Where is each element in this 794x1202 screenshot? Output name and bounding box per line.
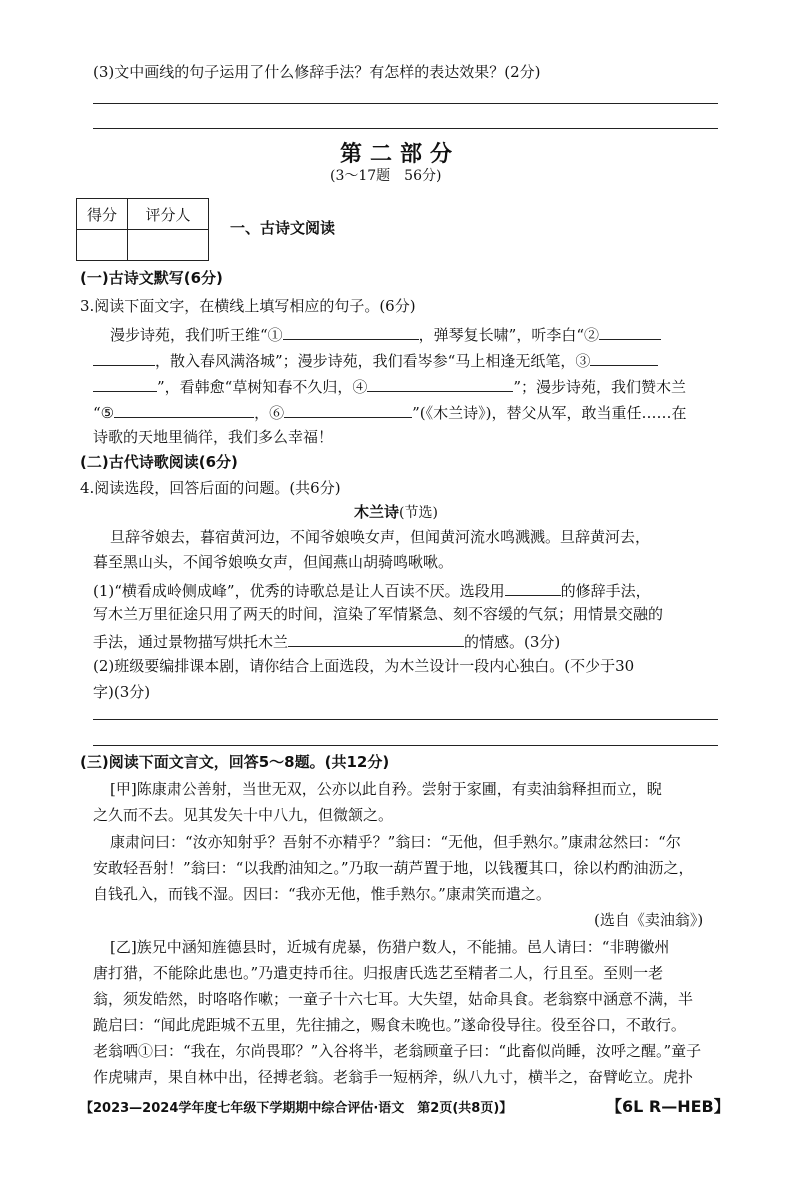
subsection-3-title: (三)阅读下面文言文，回答5～8题。(共12分)	[80, 753, 390, 771]
yi-line-2: 唐打猎，不能除此患也。”乃遣吏持币往。归报唐氏选艺至精者二人，行且至。至则一老	[93, 964, 664, 982]
paper-code: 【6L R—HEB】	[606, 1097, 730, 1116]
question-3-line-5: 诗歌的天地里徜徉，我们多么幸福！	[93, 428, 334, 446]
yi-line-4: 跪启曰：“闻此虎距城不五里，先往捕之，赐食未晚也。”遂命役导往。役至谷口，不敢行。	[93, 1016, 686, 1034]
blank-2[interactable]	[599, 323, 661, 340]
blank-rhetoric[interactable]	[505, 579, 561, 596]
question-3-line-4: “⑤ ，⑥ ”(《木兰诗》)，替父从军，敢当重任……在	[93, 401, 687, 423]
part-subtitle: (3～17题 56分)	[330, 168, 442, 184]
poem-line-1: 旦辞爷娘去，暮宿黄河边，不闻爷娘唤女声，但闻黄河流水鸣溅溅。旦辞黄河去，	[110, 528, 651, 546]
blank-5[interactable]	[114, 401, 254, 418]
jia-line-3: 康肃问曰：“汝亦知射乎？吾射不亦精乎？”翁曰：“无他，但手熟尔。”康肃忿然曰：“尔	[110, 833, 681, 851]
question-3-stem: 3.阅读下面文字，在横线上填写相应的句子。(6分)	[80, 297, 416, 315]
poem-title: 木兰诗(节选)	[354, 503, 438, 521]
blank-3[interactable]	[590, 349, 658, 366]
answer-line	[93, 128, 718, 129]
yi-line-3: 翁，须发皓然，时咯咯作嗽；一童子十六七耳。大失望，姑命具食。老翁察中涵意不满，半	[93, 990, 694, 1008]
blank-3-cont[interactable]	[93, 375, 157, 392]
yi-line-5: 老翁哂①曰：“我在，尔尚畏耶？”入谷将半，老翁顾童子曰：“此畜似尚睡，汝呼之醒。”童子	[93, 1042, 702, 1060]
answer-line	[93, 745, 718, 746]
part-title: 第二部分	[340, 142, 461, 167]
jia-line-4: 安敢轻吾射！”翁曰：“以我酌油知之。”乃取一葫芦置于地，以钱覆其口，徐以杓酌油沥之，	[93, 859, 694, 877]
answer-line	[93, 719, 718, 720]
grader-header: 评分人	[128, 199, 209, 230]
question-4-1-line-3: 手法，通过景物描写烘托木兰 的情感。(3分)	[93, 630, 560, 652]
score-table	[76, 198, 209, 261]
question-4-1-line-1: (1)“横看成岭侧成峰”，优秀的诗歌总是让人百读不厌。选段用 的修辞手法，	[93, 579, 651, 601]
yi-line-1: [乙]族兄中涵知旌德县时，近城有虎暴，伤猎户数人，不能捕。邑人请曰：“非聘徽州	[110, 938, 670, 956]
page-footer: 【2023—2024学年度七年级下学期期中综合评估·语文 第2页(共8页)】	[80, 1101, 513, 1116]
blank-4[interactable]	[367, 375, 513, 392]
question-3-line-3: ”，看韩愈“草树知春不久归，④ ”；漫步诗苑，我们赞木兰	[93, 375, 686, 397]
question-4-2-line-1: (2)班级要编排课本剧，请你结合上面选段，为木兰设计一段内心独白。(不少于30	[93, 657, 635, 675]
question-4-2-line-2: 字)(3分)	[93, 683, 151, 701]
jia-source: (选自《卖油翁》)	[594, 911, 704, 929]
subsection-1-title: (一)古诗文默写(6分)	[80, 269, 223, 287]
jia-line-5: 自钱孔入，而钱不湿。因曰：“我亦无他，惟手熟尔。”康肃笑而遣之。	[93, 885, 551, 903]
section-title: 一、古诗文阅读	[230, 219, 336, 237]
grader-cell[interactable]	[128, 230, 209, 261]
score-header: 得分	[77, 199, 128, 230]
poem-line-2: 暮至黑山头，不闻爷娘唤女声，但闻燕山胡骑鸣啾啾。	[93, 553, 454, 571]
prev-question-3: (3)文中画线的句子运用了什么修辞手法？有怎样的表达效果？(2分)	[93, 63, 541, 81]
question-4-1-line-2: 写木兰万里征途只用了两天的时间，渲染了军情紧急、刻不容缓的气氛；用情景交融的	[93, 605, 664, 623]
jia-line-1: [甲]陈康肃公善射，当世无双，公亦以此自矜。尝射于家圃，有卖油翁释担而立，睨	[110, 780, 662, 798]
blank-6[interactable]	[284, 401, 412, 418]
jia-line-2: 之久而不去。见其发矢十中八九，但微颔之。	[93, 806, 394, 824]
question-3-line-1: 漫步诗苑，我们听王维“① ，弹琴复长啸”，听李白“②	[110, 323, 661, 345]
question-4-stem: 4.阅读选段，回答后面的问题。(共6分)	[80, 479, 341, 497]
answer-line	[93, 103, 718, 104]
yi-line-6: 作虎啸声，果自林中出，径搏老翁。老翁手一短柄斧，纵八九寸，横半之，奋臂屹立。虎扑	[93, 1068, 694, 1086]
question-3-line-2: ，散入春风满洛城”；漫步诗苑，我们看岑参“马上相逢无纸笔，③	[93, 349, 658, 371]
blank-1[interactable]	[283, 323, 419, 340]
blank-2-cont[interactable]	[93, 349, 155, 366]
score-cell[interactable]	[77, 230, 128, 261]
subsection-2-title: (二)古代诗歌阅读(6分)	[80, 453, 238, 471]
blank-emotion[interactable]	[288, 630, 464, 647]
